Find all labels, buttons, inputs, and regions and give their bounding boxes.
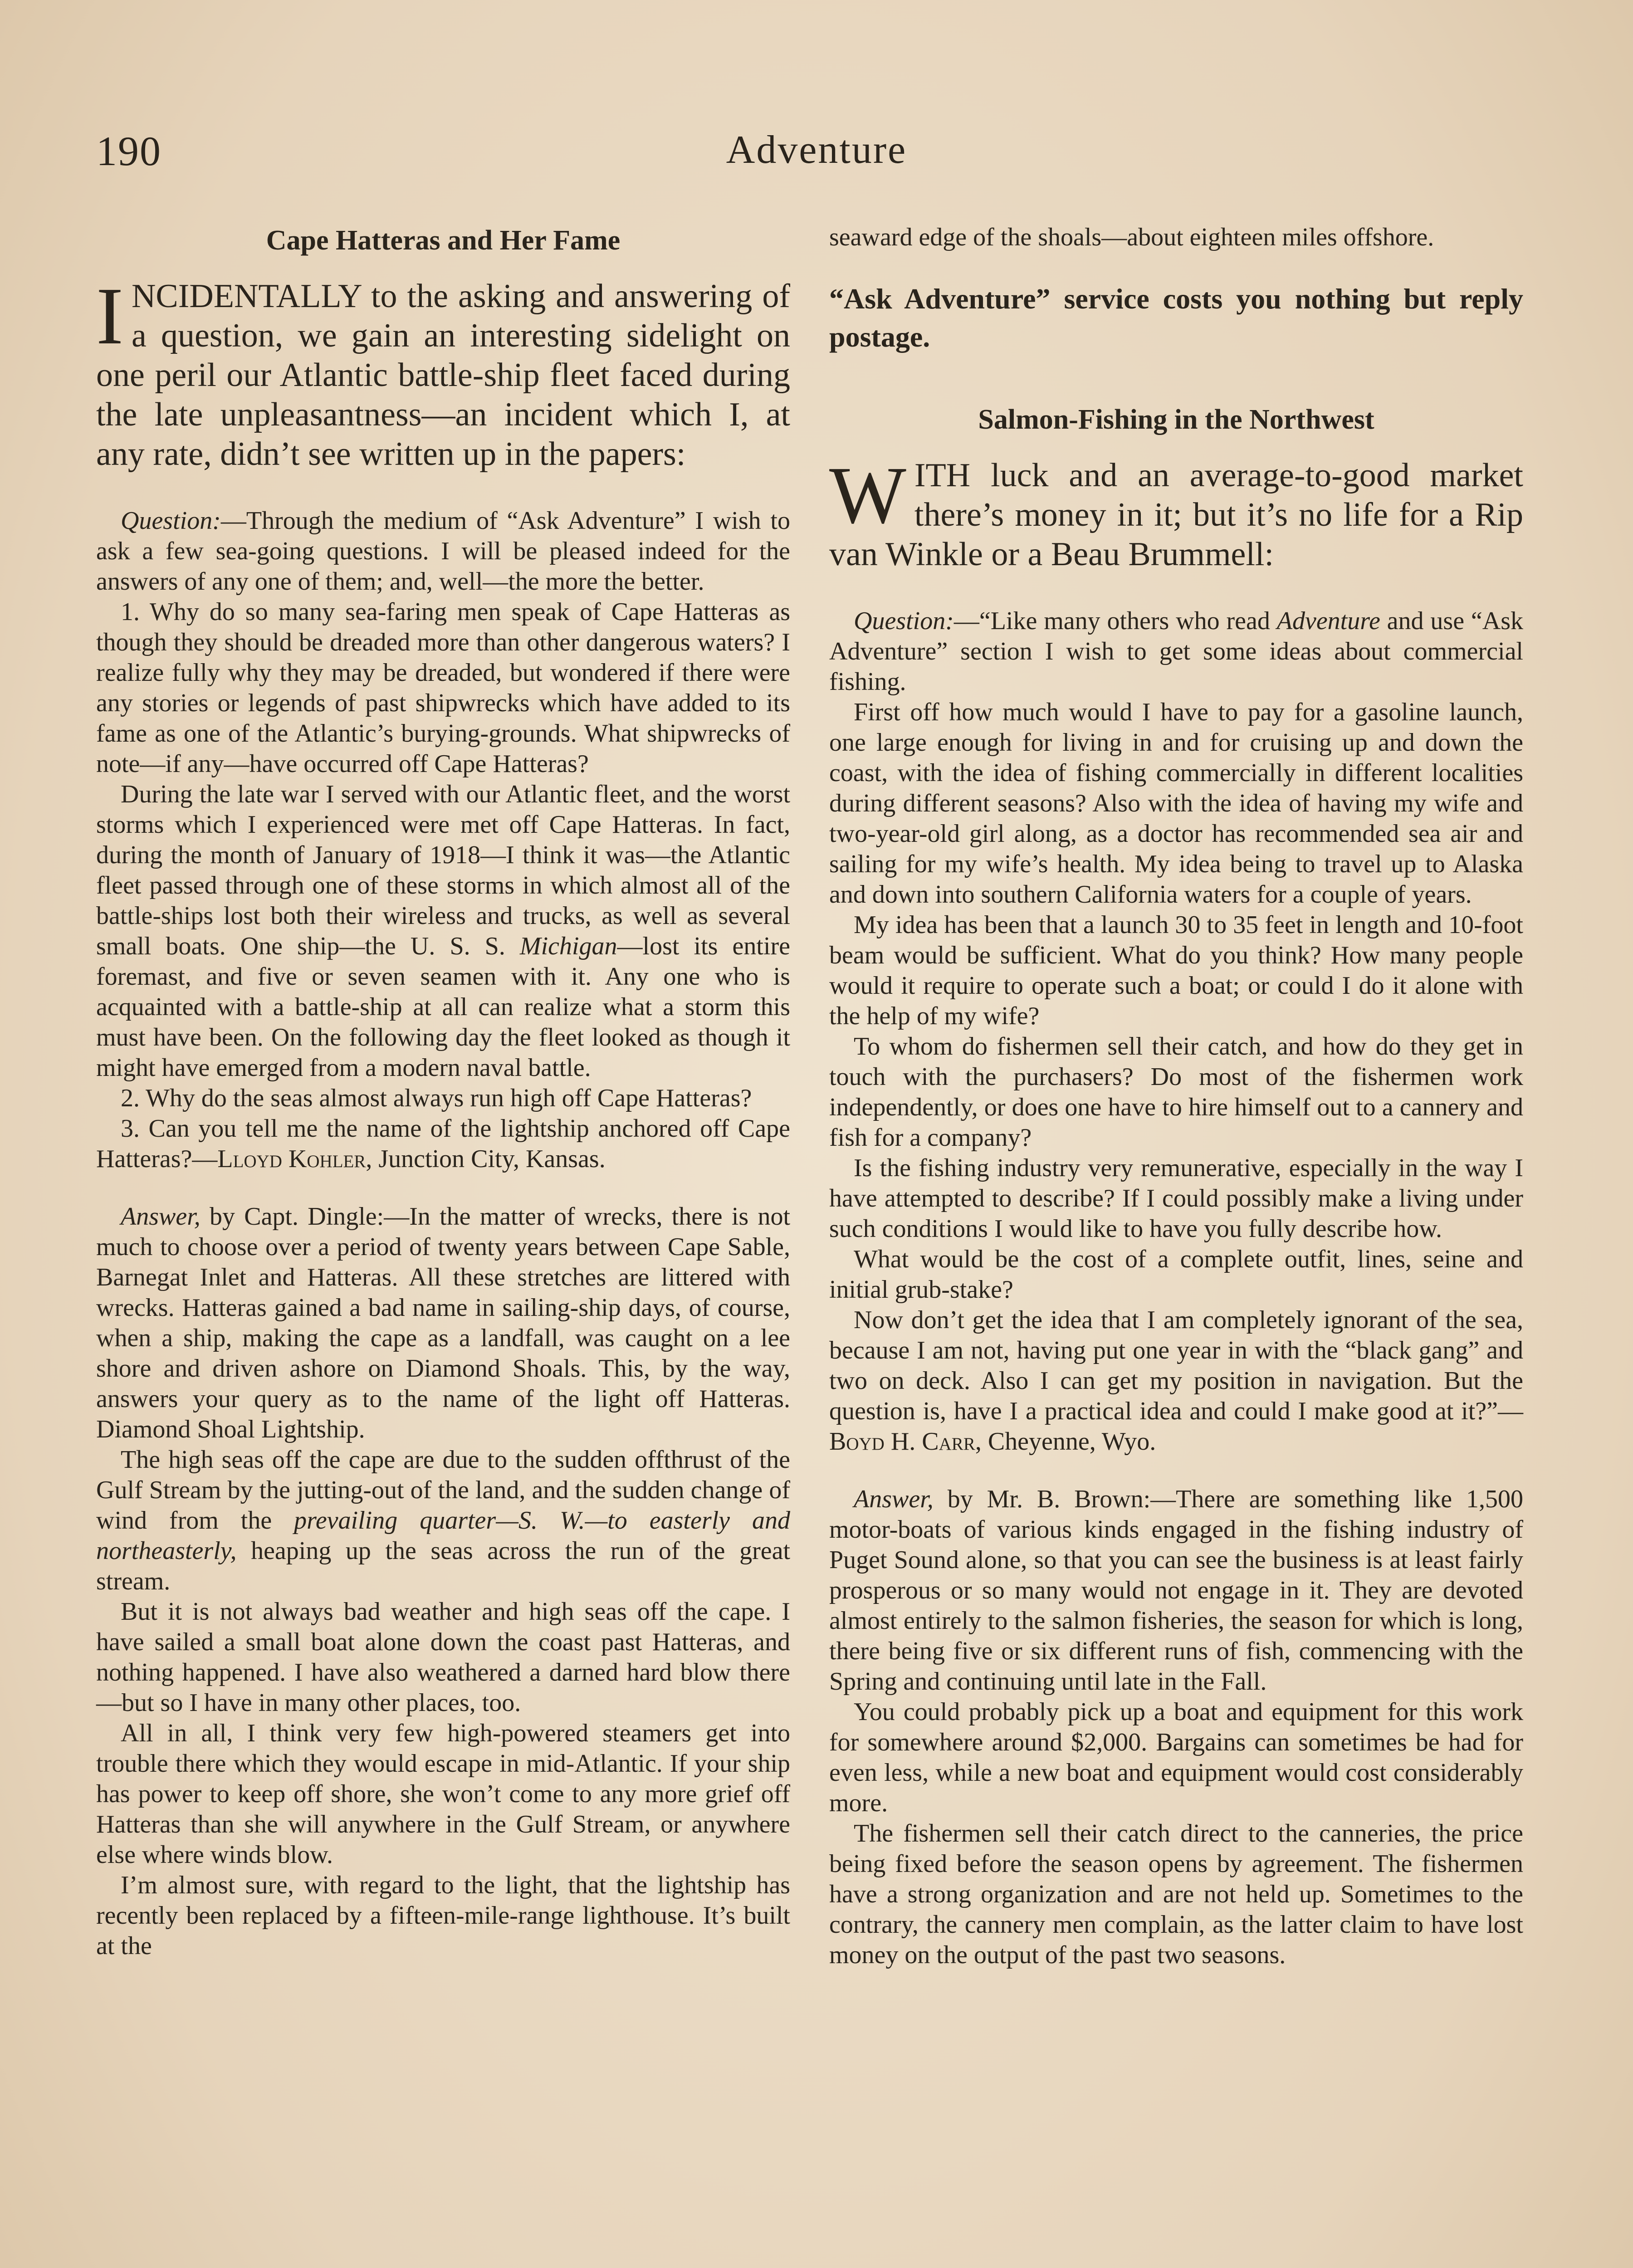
right-dropcap: W — [829, 450, 906, 540]
right-answer — [829, 1484, 1523, 1970]
signature: Lloyd Kohler — [217, 1145, 366, 1173]
left-dropcap: I — [96, 271, 123, 361]
question-label: Question: — [121, 507, 221, 535]
left-article-heading: Cape Hatteras and Her Fame — [266, 225, 621, 256]
left-column — [96, 222, 790, 1961]
right-question-para: What would be the cost of a complete outfit, lines, seine and initial grub-stake? — [829, 1245, 1523, 1304]
left-answer-para: The high seas off the cape are due to the sudden offthrust of the Gulf Stream by the jutting-out of the land, and the sudden change of wind from the prevailing quarter—S. W.—to easterly and northeasterly, heaping up the seas across the run of the great stream. — [96, 1446, 790, 1595]
right-article-heading: Salmon-Fishing in the Northwest — [978, 404, 1374, 435]
left-question-para: 1. Why do so many sea-faring men speak of Cape Hatteras as though they should be dreaded more than other dangerous waters? I realize fully why they may be dreaded, but wondered if there were any stories or legends of past shipwrecks which have added to its fame as one of the Atlantic’s burying-grounds. What shipwrecks of note—if any—have occurred off Cape Hatteras? — [96, 598, 790, 778]
right-question-para: Is the fishing industry very remunerative, especially in the way I have attempted to describe? If I could possibly make a living under such conditions I would like to have you fully describe how. — [829, 1154, 1523, 1243]
left-answer — [96, 1202, 790, 1961]
left-question — [96, 506, 790, 1174]
left-answer-para: But it is not always bad weather and high seas off the cape. I have sailed a small boat alone down the coast past Hatteras, and nothing happened. I have also weathered a darned hard blow there—but so I have in many other places, too. — [96, 1598, 790, 1717]
promo-notice: “Ask Adventure” service costs you nothing but reply postage. — [829, 283, 1523, 353]
right-question-para: Now don’t get the idea that I am completely ignorant of the sea, because I am not, having put one year in with the “black gang” and two on deck. Also I can get my position in navigation. But the question is, have I a practical idea and could I make good at it?”—Boyd H. Carr, Cheyenne, Wyo. — [829, 1306, 1523, 1456]
right-question-para: First off how much would I have to pay for a gasoline launch, one large enough for living in and for cruising up and down the coast, with the idea of fishing commercially in different localities during different seasons? Also with the idea of having my wife and two-year-old girl along, as a doctor has recommended sea air and sailing for my wife’s health. My idea being to travel up to Alaska and down into southern California waters for a couple of years. — [829, 698, 1523, 909]
right-answer-para: Answer, by Mr. B. Brown:—There are something like 1,500 motor-boats of various kinds engaged in the fishing industry of Puget Sound alone, so that you can see the business is at least fairly prosperous or so many would not engage in it. They are devoted almost entirely to the salmon fisheries, the season for which is long, there being five or six different runs of fish, commencing with the Spring and continuing until late in the Fall. — [829, 1485, 1523, 1696]
left-answer-para: I’m almost sure, with regard to the light, that the lightship has recently been replaced by a fifteen-mile-range lighthouse. It’s built at the — [96, 1871, 790, 1960]
right-intro — [829, 450, 1523, 574]
left-question-para: Question:—Through the medium of “Ask Adventure” I wish to ask a few sea-going questions. I will be pleased indeed for the answers of any one of them; and, well—the more the better. — [96, 507, 790, 596]
question-label: Question: — [854, 607, 954, 635]
left-question-para: 3. Can you tell me the name of the lightship anchored off Cape Hatteras?—Lloyd Kohler, Junction City, Kansas. — [96, 1114, 790, 1173]
right-answer-para: You could probably pick up a boat and equipment for this work for somewhere around $2,000. Bargains can sometimes be had for even less, while a new boat and equipment would cost considerably more. — [829, 1698, 1523, 1817]
right-answer-para: The fishermen sell their catch direct to the canneries, the price being fixed before the season opens by agreement. The fishermen have a strong organization and are not held up. Sometimes to the contrary, the cannery men complain, as the latter claim to have lost money on the output of the past two seasons. — [829, 1819, 1523, 1969]
right-question-para: Question:—“Like many others who read Adventure and use “Ask Adventure” section I wish to get some ideas about commercial fishing. — [829, 607, 1524, 696]
left-answer-para: Answer, by Capt. Dingle:—In the matter of wrecks, there is not much to choose over a period of twenty years between Cape Sable, Barnegat Inlet and Hatteras. All these stretches are littered with wrecks. Hatteras gained a bad name in sailing-ship days, of course, when a ship, making the cape as a landfall, was caught on a lee shore and driven ashore on Diamond Shoals. This, by the way, answers your query as to the name of the light off Hatteras. Diamond Shoal Lightship. — [96, 1202, 790, 1443]
answer-label: Answer, — [854, 1485, 934, 1513]
right-column — [829, 222, 1523, 1970]
continuation-text: seaward edge of the shoals—about eighteen miles offshore. — [829, 223, 1434, 251]
right-question — [829, 606, 1523, 1457]
page-number: 190 — [96, 128, 161, 174]
left-intro — [96, 271, 790, 474]
left-intro-text: NCIDENTALLY to the asking and answering of a question, we gain an interesting sidelight on one peril our Atlantic battle-ship fleet faced during the late unpleasantness—an incident which I, at any rate, didn’t see written up in the papers: — [96, 278, 790, 473]
right-question-para: My idea has been that a launch 30 to 35 feet in length and 10-foot beam would be sufficient. What do you think? How many people would it require to operate such a boat; or could I do it alone with the help of my wife? — [829, 911, 1523, 1030]
right-intro-text: ITH luck and an average-to-good market there’s money in it; but it’s no life for a Rip van Winkle or a Beau Brummell: — [829, 457, 1523, 573]
running-head-title: Adventure — [726, 128, 907, 172]
signature: Boyd H. Carr — [829, 1427, 975, 1456]
left-question-para: During the late war I served with our Atlantic fleet, and the worst storms which I experienced were met off Cape Hatteras. In fact, during the month of January of 1918—I think it was—the Atlantic fleet passed through one of these storms in which almost all of the battle-ships lost both their wireless and trucks, as well as several small boats. One ship—the U. S. S. Michigan—lost its entire foremast, and five or seven seamen with it. Any one who is acquainted with a battle-ship at all can realize what a storm this must have been. On the following day the fleet looked as though it might have emerged from a modern naval battle. — [96, 780, 791, 1082]
right-question-para: To whom do fishermen sell their catch, and how do they get in touch with the purchasers? Do most of the fishermen work independently, or does one have to hire himself out to a cannery and fish for a company? — [829, 1032, 1523, 1152]
left-question-para: 2. Why do the seas almost always run high off Cape Hatteras? — [121, 1084, 752, 1112]
answer-label: Answer, — [121, 1202, 200, 1231]
left-answer-para: All in all, I think very few high-powered steamers get into trouble there which they would escape in mid-Atlantic. If your ship has power to keep off shore, she won’t come to any more grief off Hatteras than she will anywhere in the Gulf Stream, or anywhere else where winds blow. — [96, 1719, 790, 1869]
